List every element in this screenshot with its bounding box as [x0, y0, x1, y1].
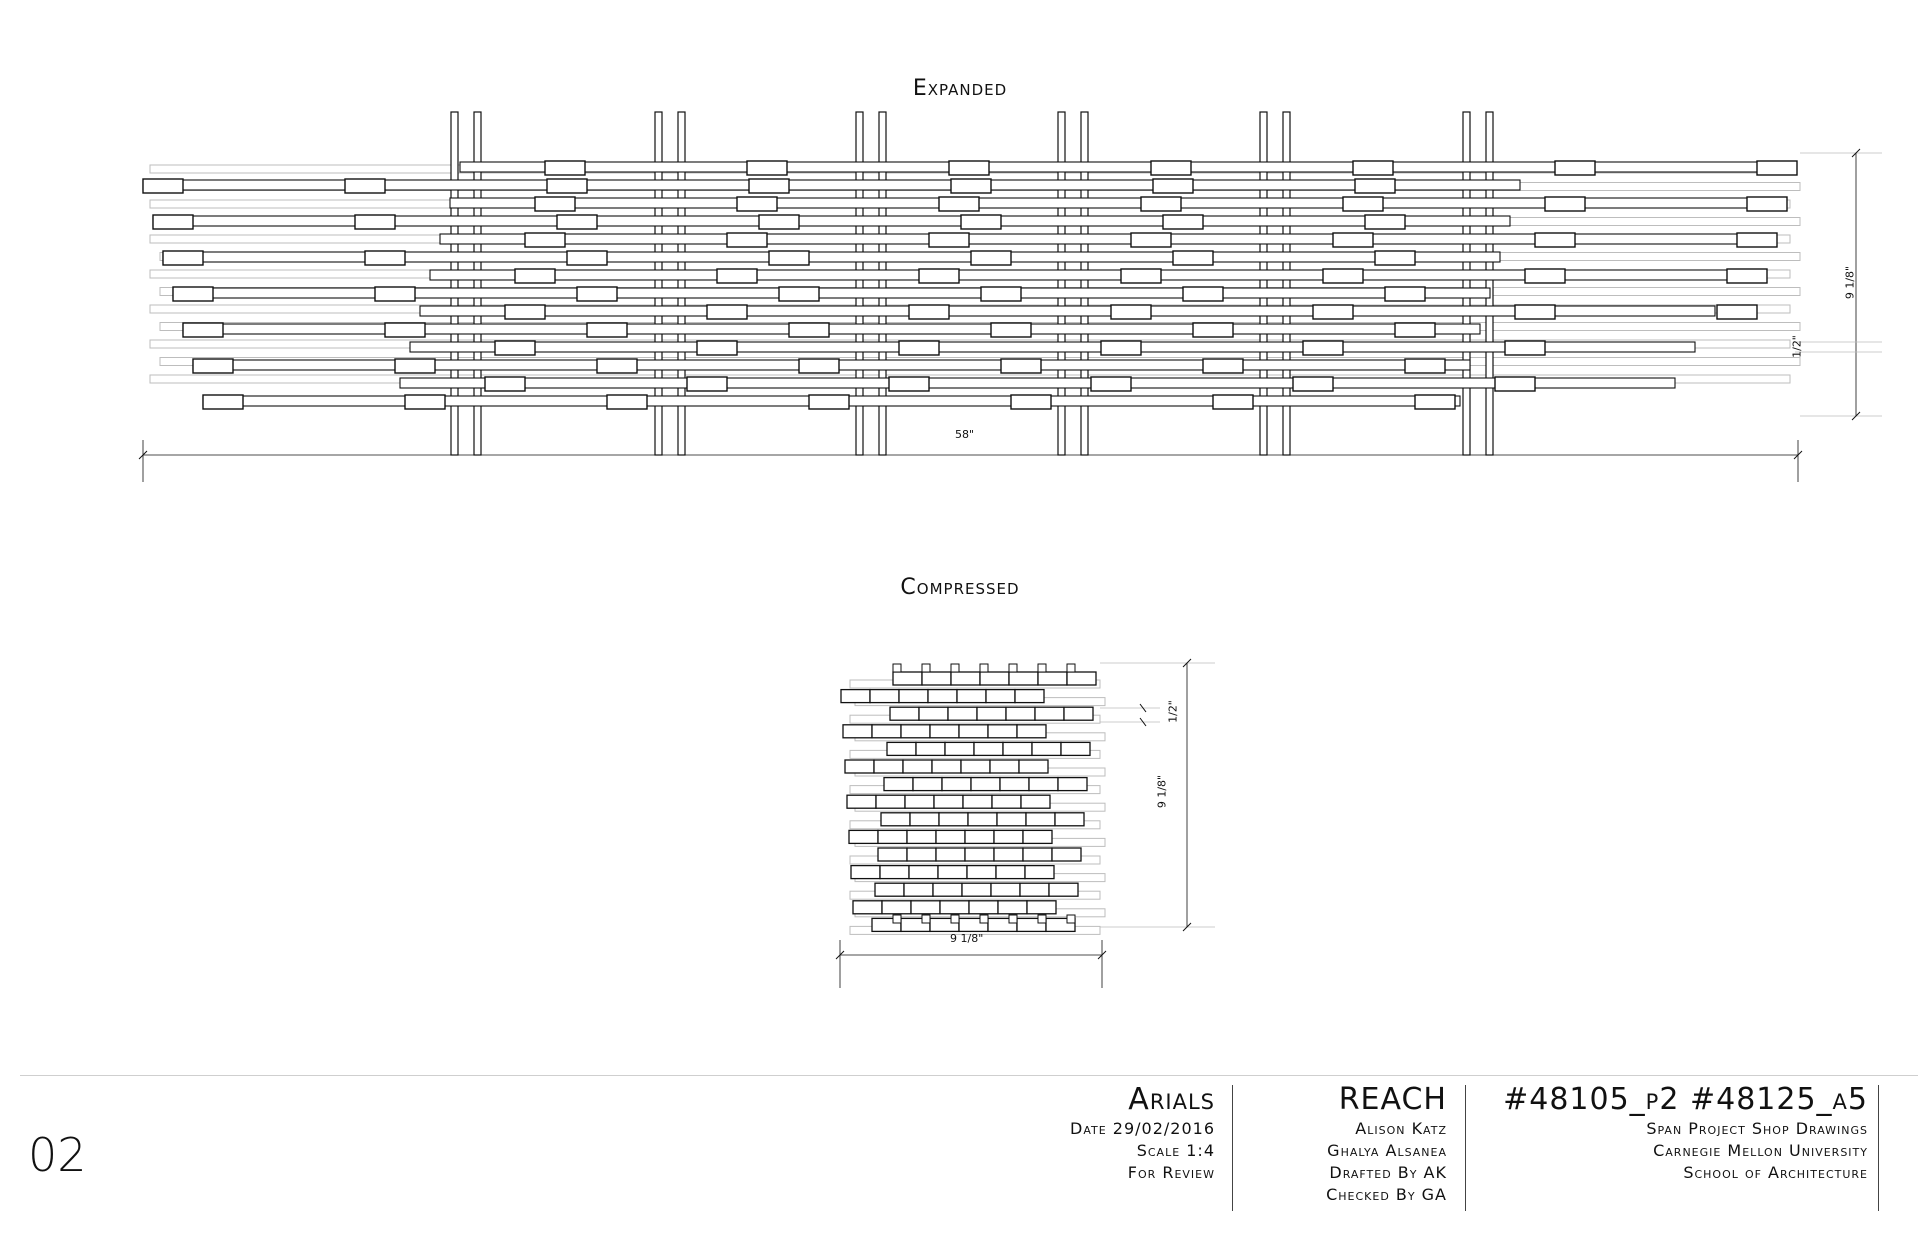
connector-block: [749, 179, 789, 193]
connector-block: [1153, 179, 1193, 193]
compressed-block: [988, 725, 1017, 738]
connector-block: [1395, 323, 1435, 337]
connector-block: [1011, 395, 1051, 409]
compressed-block: [965, 830, 994, 843]
connector-block: [779, 287, 819, 301]
post-cap: [922, 664, 930, 672]
compressed-block: [847, 795, 876, 808]
compressed-block: [910, 813, 939, 826]
connector-block: [1131, 233, 1171, 247]
compressed-block: [1067, 672, 1096, 685]
connector-block: [365, 251, 405, 265]
compressed-block: [971, 778, 1000, 791]
compressed-block: [936, 830, 965, 843]
compressed-block: [1023, 830, 1052, 843]
compressed-block: [1025, 866, 1054, 879]
connector-block: [1141, 197, 1181, 211]
compressed-block: [974, 742, 1003, 755]
connector-block: [515, 269, 555, 283]
project-info-column: [955, 1082, 1215, 1184]
compressed-block: [1052, 848, 1081, 861]
compressed-block: [986, 690, 1015, 703]
connector-block: [949, 161, 989, 175]
compressed-block: [961, 760, 990, 773]
connector-block: [1213, 395, 1253, 409]
connector-block: [547, 179, 587, 193]
compressed-block: [843, 725, 872, 738]
compressed-block: [969, 901, 998, 914]
connector-block: [143, 179, 183, 193]
post-cap: [980, 664, 988, 672]
connector-block: [163, 251, 203, 265]
connector-block: [1355, 179, 1395, 193]
compressed-block: [990, 760, 1019, 773]
compressed-width-dimension: 9 1/8": [950, 932, 984, 945]
expanded-width-dimension: 58": [955, 428, 975, 441]
compressed-block: [1064, 707, 1093, 720]
connector-block: [577, 287, 617, 301]
connector-block: [1505, 341, 1545, 355]
compressed-block: [881, 813, 910, 826]
team-member-2: Ghalya Alsanea: [1327, 1141, 1447, 1160]
connector-block: [1173, 251, 1213, 265]
connector-block: [1545, 197, 1585, 211]
compressed-block: [994, 830, 1023, 843]
compressed-block: [959, 725, 988, 738]
connector-block: [939, 197, 979, 211]
compressed-block: [977, 707, 1006, 720]
connector-block: [727, 233, 767, 247]
compressed-block: [919, 707, 948, 720]
course-name: Span Project Shop Drawings: [1646, 1119, 1868, 1138]
connector-block: [587, 323, 627, 337]
expanded-view-title: Expanded: [912, 76, 1008, 101]
compressed-block: [967, 866, 996, 879]
compressed-block: [841, 690, 870, 703]
compressed-block: [878, 848, 907, 861]
connector-block: [1203, 359, 1243, 373]
compressed-block: [1021, 795, 1050, 808]
connector-block: [1343, 197, 1383, 211]
compressed-block: [948, 707, 977, 720]
post-cap: [980, 915, 988, 923]
connector-block: [375, 287, 415, 301]
connector-block: [789, 323, 829, 337]
compressed-block: [938, 866, 967, 879]
connector-block: [1717, 305, 1757, 319]
compressed-block: [945, 742, 974, 755]
compressed-block: [1055, 813, 1084, 826]
compressed-block: [1003, 742, 1032, 755]
connector-block: [759, 215, 799, 229]
connector-block: [1313, 305, 1353, 319]
compressed-block: [1032, 742, 1061, 755]
compressed-block: [903, 760, 932, 773]
title-block-rule: [20, 1075, 1918, 1076]
connector-block: [991, 323, 1031, 337]
expanded-gap-dimension: 1/2": [1790, 335, 1804, 358]
compressed-block: [1015, 690, 1044, 703]
compressed-block: [876, 795, 905, 808]
connector-block: [535, 197, 575, 211]
compressed-block: [907, 848, 936, 861]
connector-block: [1353, 161, 1393, 175]
connector-block: [1555, 161, 1595, 175]
connector-block: [607, 395, 647, 409]
compressed-block: [939, 813, 968, 826]
connector-block: [919, 269, 959, 283]
compressed-block: [1000, 778, 1029, 791]
compressed-block: [916, 742, 945, 755]
expanded-height-dimension: 9 1/8": [1843, 265, 1857, 300]
compressed-block: [934, 795, 963, 808]
compressed-block: [991, 883, 1020, 896]
drawing-status: For Review: [1127, 1163, 1215, 1182]
project-title: Arials: [1128, 1082, 1215, 1117]
compressed-block: [851, 866, 880, 879]
compressed-gap-dimension: 1/2": [1166, 700, 1180, 723]
compressed-block: [1023, 848, 1052, 861]
post-cap: [1009, 664, 1017, 672]
connector-block: [545, 161, 585, 175]
drafted-by: Drafted By AK: [1329, 1163, 1447, 1182]
compressed-block: [951, 672, 980, 685]
connector-block: [505, 305, 545, 319]
connector-block: [1323, 269, 1363, 283]
connector-block: [809, 395, 849, 409]
compressed-height-dimension: 9 1/8": [1155, 774, 1169, 809]
compressed-block: [962, 883, 991, 896]
team-info-column: [1227, 1082, 1447, 1206]
connector-block: [909, 305, 949, 319]
connector-block: [1183, 287, 1223, 301]
connector-block: [1001, 359, 1041, 373]
compressed-block: [1058, 778, 1087, 791]
connector-block: [769, 251, 809, 265]
connector-block: [1151, 161, 1191, 175]
compressed-block: [909, 866, 938, 879]
compressed-view-title: Compressed: [900, 575, 1020, 600]
connector-block: [929, 233, 969, 247]
connector-block: [1303, 341, 1343, 355]
compressed-block: [936, 848, 965, 861]
compressed-block: [901, 725, 930, 738]
course-codes: #48105_p2 #48125_a5: [1503, 1082, 1868, 1117]
sheet-number: 02: [28, 1128, 87, 1182]
connector-block: [1163, 215, 1203, 229]
connector-block: [203, 395, 243, 409]
compressed-block: [933, 883, 962, 896]
connector-block: [951, 179, 991, 193]
compressed-block: [913, 778, 942, 791]
connector-block: [707, 305, 747, 319]
compressed-block: [1020, 883, 1049, 896]
connector-block: [495, 341, 535, 355]
connector-block: [1375, 251, 1415, 265]
connector-block: [1415, 395, 1455, 409]
title-block-separator: [1878, 1085, 1879, 1211]
compressed-block: [911, 901, 940, 914]
connector-block: [557, 215, 597, 229]
connector-block: [485, 377, 525, 391]
post-cap: [951, 915, 959, 923]
compressed-block: [928, 690, 957, 703]
compressed-block: [905, 795, 934, 808]
checked-by: Checked By GA: [1326, 1185, 1447, 1204]
connector-block: [1293, 377, 1333, 391]
connector-block: [405, 395, 445, 409]
compressed-block: [875, 883, 904, 896]
connector-block: [345, 179, 385, 193]
compressed-block: [870, 690, 899, 703]
connector-block: [597, 359, 637, 373]
post-cap: [922, 915, 930, 923]
compressed-block: [872, 725, 901, 738]
compressed-block: [853, 901, 882, 914]
compressed-block: [980, 672, 1009, 685]
compressed-block: [899, 690, 928, 703]
compressed-block: [1019, 760, 1048, 773]
connector-block: [747, 161, 787, 175]
connector-block: [899, 341, 939, 355]
post-cap: [1038, 915, 1046, 923]
compressed-block: [1038, 672, 1067, 685]
connector-block: [717, 269, 757, 283]
post-cap: [893, 915, 901, 923]
compressed-block: [1017, 725, 1046, 738]
connector-block: [355, 215, 395, 229]
slat-board: [163, 252, 1500, 262]
connector-block: [687, 377, 727, 391]
compressed-block: [965, 848, 994, 861]
connector-block: [1385, 287, 1425, 301]
post-cap: [1038, 664, 1046, 672]
expanded-elevation: [143, 112, 1800, 455]
slat-board: [400, 378, 1675, 388]
compressed-block: [880, 866, 909, 879]
connector-block: [961, 215, 1001, 229]
connector-block: [183, 323, 223, 337]
compressed-elevation: [841, 664, 1105, 934]
compressed-block: [893, 672, 922, 685]
connector-block: [1495, 377, 1535, 391]
compressed-block: [1029, 778, 1058, 791]
drawing-scale: Scale 1:4: [1136, 1141, 1215, 1160]
compressed-block: [930, 725, 959, 738]
school-name: School of Architecture: [1683, 1163, 1868, 1182]
compressed-block: [992, 795, 1021, 808]
compressed-block: [878, 830, 907, 843]
drawing-date: Date 29/02/2016: [1070, 1119, 1215, 1138]
compressed-block: [1026, 813, 1055, 826]
connector-block: [173, 287, 213, 301]
compressed-block: [1035, 707, 1064, 720]
compressed-block: [849, 830, 878, 843]
compressed-block: [922, 672, 951, 685]
connector-block: [1121, 269, 1161, 283]
post-cap: [1067, 915, 1075, 923]
compressed-block: [942, 778, 971, 791]
compressed-block: [907, 830, 936, 843]
compressed-block: [884, 778, 913, 791]
compressed-block: [1061, 742, 1090, 755]
connector-block: [981, 287, 1021, 301]
title-block-separator: [1465, 1085, 1466, 1211]
connector-block: [1365, 215, 1405, 229]
connector-block: [567, 251, 607, 265]
connector-block: [1535, 233, 1575, 247]
connector-block: [1405, 359, 1445, 373]
connector-block: [971, 251, 1011, 265]
connector-block: [799, 359, 839, 373]
compressed-block: [998, 901, 1027, 914]
connector-block: [1515, 305, 1555, 319]
post-cap: [1009, 915, 1017, 923]
post-cap: [951, 664, 959, 672]
connector-block: [395, 359, 435, 373]
connector-block: [385, 323, 425, 337]
compressed-block: [845, 760, 874, 773]
connector-block: [697, 341, 737, 355]
compressed-block: [887, 742, 916, 755]
connector-block: [737, 197, 777, 211]
compressed-block: [997, 813, 1026, 826]
connector-block: [1091, 377, 1131, 391]
compressed-block: [874, 760, 903, 773]
post-cap: [893, 664, 901, 672]
compressed-block: [1027, 901, 1056, 914]
slat-board: [173, 288, 1490, 298]
compressed-block: [940, 901, 969, 914]
compressed-block: [1006, 707, 1035, 720]
compressed-block: [932, 760, 961, 773]
connector-block: [1757, 161, 1797, 175]
connector-block: [1737, 233, 1777, 247]
compressed-block: [963, 795, 992, 808]
connector-block: [889, 377, 929, 391]
post-cap: [1067, 664, 1075, 672]
connector-block: [1727, 269, 1767, 283]
connector-block: [193, 359, 233, 373]
connector-block: [1101, 341, 1141, 355]
connector-block: [1333, 233, 1373, 247]
compressed-block: [968, 813, 997, 826]
compressed-block: [1009, 672, 1038, 685]
slat-board: [183, 324, 1480, 334]
slat-board: [410, 342, 1695, 352]
compressed-block: [882, 901, 911, 914]
team-member-1: Alison Katz: [1355, 1119, 1447, 1138]
compressed-block: [996, 866, 1025, 879]
compressed-block: [890, 707, 919, 720]
course-info-column: [1468, 1082, 1868, 1184]
compressed-block: [957, 690, 986, 703]
team-name: REACH: [1338, 1082, 1447, 1117]
connector-block: [1525, 269, 1565, 283]
connector-block: [1111, 305, 1151, 319]
connector-block: [1193, 323, 1233, 337]
connector-block: [1747, 197, 1787, 211]
compressed-block: [904, 883, 933, 896]
connector-block: [153, 215, 193, 229]
connector-block: [525, 233, 565, 247]
university-name: Carnegie Mellon University: [1653, 1141, 1868, 1160]
compressed-block: [994, 848, 1023, 861]
compressed-block: [1049, 883, 1078, 896]
